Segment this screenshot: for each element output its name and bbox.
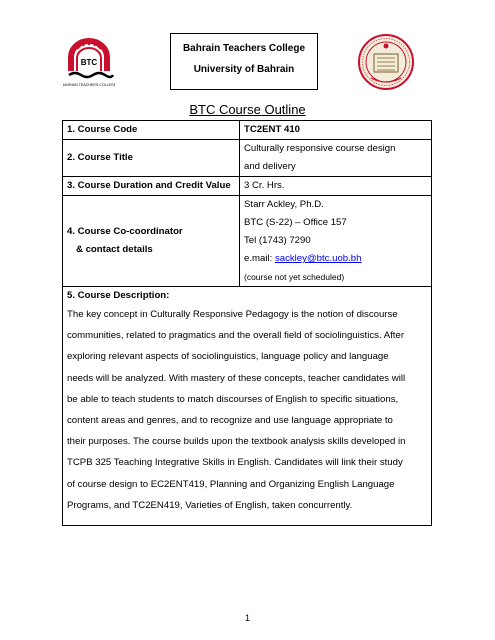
description-line: of course design to EC2ENT419, Planning and Organizing English Language xyxy=(67,478,395,490)
description-line: The key concept in Culturally Responsive Pedagogy is the notion of discourse xyxy=(67,309,398,320)
college-name: Bahrain Teachers College xyxy=(182,43,306,54)
description-line: be able to teach students to match discourses of English to specific situations, xyxy=(67,393,399,405)
university-seal xyxy=(357,32,415,92)
course-duration-label: 3. Course Duration and Credit Value xyxy=(63,177,240,196)
description-line: needs will be analyzed. With mastery of these concepts, teacher candidates will xyxy=(67,372,406,384)
table-row xyxy=(63,121,432,140)
description-line: content areas and genres, and to recognize and use language appropriate to xyxy=(67,415,393,427)
coordinator-name: Starr Ackley, Ph.D. xyxy=(244,199,324,210)
coordinator-label: 4. Course Co-coordinator & contact details xyxy=(63,196,240,287)
description-line: exploring relevant aspects of sociolinguistics, language policy and language xyxy=(67,351,389,363)
page-number: 1 xyxy=(244,613,250,623)
logo-btc-text: BTC xyxy=(80,58,98,67)
header-box xyxy=(170,33,318,90)
coordinator-office: BTC (S-22) – Office 157 xyxy=(244,217,347,228)
description-line: their purposes. The course builds upon the textbook analysis skills developed in xyxy=(67,436,406,448)
course-code-label: 1. Course Code xyxy=(63,121,240,140)
page-title: BTC Course Outline xyxy=(189,102,306,117)
coordinator-details xyxy=(240,196,432,287)
course-duration-value: 3 Cr. Hrs. xyxy=(240,177,432,196)
description-line: TCPB 325 Teaching Integrative Skills in English. Candidates will link their study xyxy=(67,457,403,469)
coordinator-email-line: e.mail: sackley@btc.uob.bh xyxy=(244,253,362,264)
course-title-label: 2. Course Title xyxy=(63,140,240,177)
course-description xyxy=(63,287,432,526)
course-title-value: Culturally responsive course design and delivery xyxy=(240,140,432,177)
table-row xyxy=(63,287,432,526)
table-row xyxy=(63,177,432,196)
university-name: University of Bahrain xyxy=(193,64,295,75)
description-line: communities, related to pragmatics and the overall field of sociolinguistics. After xyxy=(67,330,405,342)
table-row xyxy=(63,140,432,177)
description-heading: 5. Course Description: xyxy=(67,290,170,301)
description-text xyxy=(67,304,427,516)
coordinator-note: (course not yet scheduled) xyxy=(244,272,345,282)
course-outline-table xyxy=(62,120,432,526)
logo-college-text: BAHRAIN TEACHERS COLLEGE xyxy=(63,83,115,87)
coordinator-tel: Tel (1743) 7290 xyxy=(244,235,311,246)
btc-logo xyxy=(63,37,115,89)
course-code-value: TC2ENT 410 xyxy=(240,121,432,140)
description-line: Programs, and TC2EN419, Varieties of English, taken concurrently. xyxy=(67,499,353,511)
email-link[interactable]: sackley@btc.uob.bh xyxy=(274,253,362,264)
table-row xyxy=(63,196,432,287)
